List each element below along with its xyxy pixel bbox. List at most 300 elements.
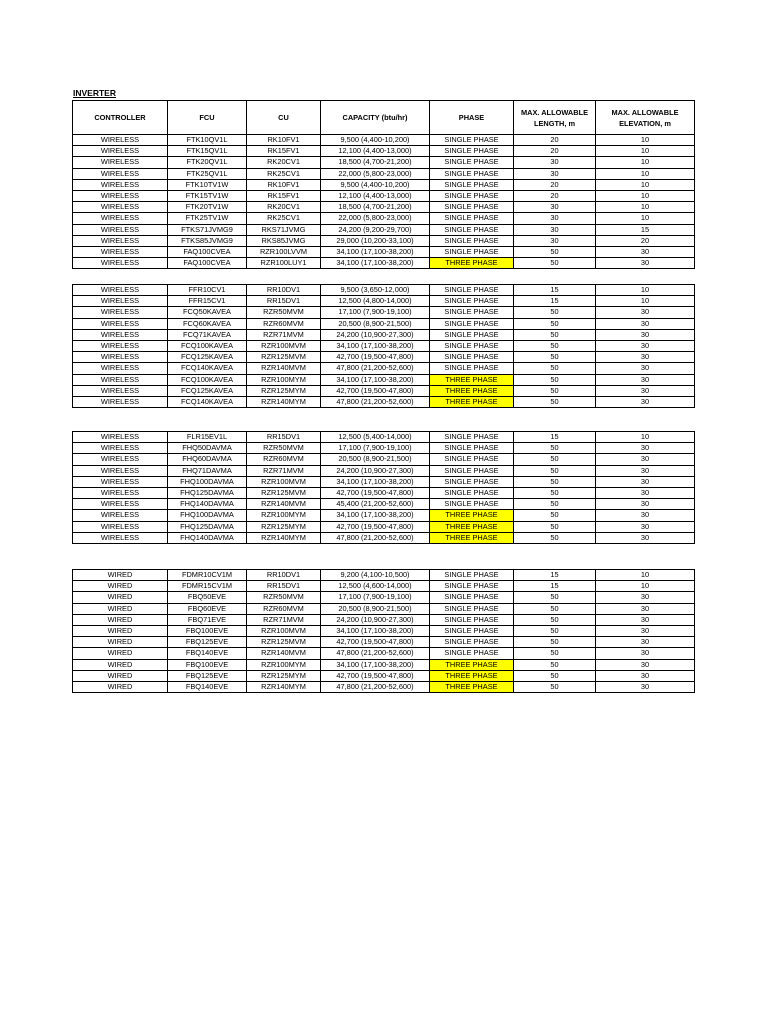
max-length-cell: 30 [514,168,596,179]
max-length-cell: 50 [514,670,596,681]
controller-cell: WIRELESS [73,135,168,146]
table-row [73,659,695,670]
cu-cell: RK20CV1 [247,157,321,168]
cu-cell: RZR50MVM [247,443,321,454]
fcu-cell: FTKS85JVMG9 [168,235,247,246]
capacity-cell: 17,100 (7,900-19,100) [321,443,430,454]
fcu-cell: FCQ100KAVEA [168,374,247,385]
fcu-cell: FBQ140EVE [168,682,247,693]
controller-cell: WIRELESS [73,352,168,363]
fcu-cell: FAQ100CVEA [168,258,247,269]
cu-cell: RZR140MYM [247,397,321,408]
controller-cell: WIRELESS [73,341,168,352]
cu-cell: RZR71MVM [247,614,321,625]
cu-cell: RZR125MVM [247,488,321,499]
cu-cell: RZR71MVM [247,465,321,476]
fcu-cell: FBQ125EVE [168,637,247,648]
fcu-cell: FBQ100EVE [168,659,247,670]
fcu-cell: FCQ125KAVEA [168,352,247,363]
header-fcu: FCU [168,101,247,135]
max-elevation-cell: 30 [596,385,695,396]
fcu-cell: FDMR10CV1M [168,570,247,581]
max-elevation-cell: 30 [596,614,695,625]
max-elevation-cell: 30 [596,307,695,318]
cu-cell: RZR140MYM [247,682,321,693]
header-max-elevation: MAX. ALLOWABLE ELEVATION, m [596,101,695,135]
cu-cell: RZR100MVM [247,476,321,487]
header-cu: CU [247,101,321,135]
phase-cell: THREE PHASE [430,532,514,543]
table-row [73,637,695,648]
controller-cell: WIRELESS [73,521,168,532]
cu-cell: RZR50MVM [247,592,321,603]
capacity-cell: 42,700 (19,500-47,800) [321,521,430,532]
controller-cell: WIRED [73,682,168,693]
max-length-cell: 30 [514,157,596,168]
phase-cell: SINGLE PHASE [430,296,514,307]
fcu-cell: FAQ100CVEA [168,247,247,258]
fcu-cell: FBQ125EVE [168,670,247,681]
table-row [73,432,695,443]
phase-cell: SINGLE PHASE [430,191,514,202]
controller-cell: WIRELESS [73,307,168,318]
max-elevation-cell: 30 [596,499,695,510]
max-length-cell: 50 [514,521,596,532]
fcu-cell: FCQ125KAVEA [168,385,247,396]
cu-cell: RZR100LUY1 [247,258,321,269]
table-row [73,532,695,543]
max-length-cell: 50 [514,510,596,521]
cu-cell: RZR140MVM [247,648,321,659]
phase-cell: SINGLE PHASE [430,235,514,246]
max-length-cell: 30 [514,235,596,246]
phase-cell: THREE PHASE [430,385,514,396]
fcu-cell: FCQ71KAVEA [168,329,247,340]
phase-cell: THREE PHASE [430,397,514,408]
controller-cell: WIRELESS [73,179,168,190]
capacity-cell: 34,100 (17,100-38,200) [321,476,430,487]
capacity-cell: 34,100 (17,100-38,200) [321,626,430,637]
max-elevation-cell: 30 [596,443,695,454]
capacity-cell: 42,700 (19,500-47,800) [321,352,430,363]
max-length-cell: 50 [514,592,596,603]
cu-cell: RZR100MYM [247,374,321,385]
phase-cell: THREE PHASE [430,521,514,532]
max-length-cell: 50 [514,385,596,396]
fcu-cell: FHQ71DAVMA [168,465,247,476]
phase-cell: SINGLE PHASE [430,614,514,625]
max-elevation-cell: 30 [596,363,695,374]
max-length-cell: 50 [514,397,596,408]
max-elevation-cell: 10 [596,570,695,581]
max-length-cell: 50 [514,318,596,329]
cu-cell: RZR125MYM [247,670,321,681]
table-row [73,614,695,625]
capacity-cell: 42,700 (19,500-47,800) [321,488,430,499]
capacity-cell: 29,000 (10,200-33,100) [321,235,430,246]
controller-cell: WIRELESS [73,397,168,408]
controller-cell: WIRELESS [73,202,168,213]
fcu-cell: FCQ140KAVEA [168,363,247,374]
phase-cell: SINGLE PHASE [430,648,514,659]
capacity-cell: 9,500 (3,650-12,000) [321,285,430,296]
capacity-cell: 12,500 (5,400-14,000) [321,432,430,443]
controller-cell: WIRELESS [73,363,168,374]
table-row [73,168,695,179]
capacity-cell: 34,100 (17,100-38,200) [321,341,430,352]
table-row [73,374,695,385]
document-title: INVERTER [73,88,116,98]
controller-cell: WIRELESS [73,499,168,510]
controller-cell: WIRELESS [73,329,168,340]
table-row [73,285,695,296]
max-elevation-cell: 10 [596,179,695,190]
table-row [73,191,695,202]
cu-cell: RR10DV1 [247,570,321,581]
phase-cell: SINGLE PHASE [430,202,514,213]
capacity-cell: 22,000 (5,800-23,000) [321,168,430,179]
capacity-cell: 34,100 (17,100-38,200) [321,659,430,670]
max-length-cell: 50 [514,476,596,487]
controller-cell: WIRELESS [73,454,168,465]
phase-cell: THREE PHASE [430,510,514,521]
table-row [73,570,695,581]
fcu-cell: FBQ71EVE [168,614,247,625]
capacity-cell: 24,200 (10,900-27,300) [321,465,430,476]
fcu-cell: FHQ60DAVMA [168,454,247,465]
max-length-cell: 50 [514,614,596,625]
max-length-cell: 50 [514,363,596,374]
controller-cell: WIRELESS [73,146,168,157]
max-length-cell: 50 [514,307,596,318]
table-row [73,341,695,352]
cu-cell: RZR60MVM [247,318,321,329]
cu-cell: RZR140MYM [247,532,321,543]
cu-cell: RZR100MYM [247,510,321,521]
max-length-cell: 50 [514,247,596,258]
fcu-cell: FTK20TV1W [168,202,247,213]
max-elevation-cell: 20 [596,235,695,246]
fcu-cell: FFR15CV1 [168,296,247,307]
controller-cell: WIRED [73,648,168,659]
table-row [73,581,695,592]
max-length-cell: 50 [514,603,596,614]
max-length-cell: 50 [514,454,596,465]
capacity-cell: 12,100 (4,400-13,000) [321,146,430,157]
controller-cell: WIRELESS [73,247,168,258]
max-elevation-cell: 10 [596,581,695,592]
max-length-cell: 15 [514,432,596,443]
fcu-cell: FCQ100KAVEA [168,341,247,352]
fcu-cell: FHQ125DAVMA [168,521,247,532]
cu-cell: RZR125MYM [247,385,321,396]
max-elevation-cell: 10 [596,168,695,179]
capacity-cell: 34,100 (17,100-38,200) [321,258,430,269]
controller-cell: WIRELESS [73,465,168,476]
cu-cell: RK15FV1 [247,191,321,202]
max-length-cell: 50 [514,499,596,510]
controller-cell: WIRED [73,614,168,625]
table-row [73,307,695,318]
table-row [73,258,695,269]
fcu-cell: FTK20QV1L [168,157,247,168]
controller-cell: WIRELESS [73,258,168,269]
controller-cell: WIRELESS [73,168,168,179]
capacity-cell: 17,100 (7,900-19,100) [321,592,430,603]
max-length-cell: 50 [514,443,596,454]
controller-cell: WIRED [73,659,168,670]
cu-cell: RZR125MVM [247,637,321,648]
table-row [73,179,695,190]
table-row [73,329,695,340]
header-controller: CONTROLLER [73,101,168,135]
cu-cell: RZR60MVM [247,454,321,465]
controller-cell: WIRELESS [73,476,168,487]
phase-cell: SINGLE PHASE [430,476,514,487]
table-row [73,296,695,307]
phase-cell: SINGLE PHASE [430,318,514,329]
table-row [73,499,695,510]
max-elevation-cell: 30 [596,341,695,352]
controller-cell: WIRED [73,626,168,637]
controller-cell: WIRELESS [73,213,168,224]
max-elevation-cell: 30 [596,637,695,648]
max-length-cell: 20 [514,135,596,146]
controller-cell: WIRED [73,581,168,592]
table-row [73,397,695,408]
controller-cell: WIRELESS [73,432,168,443]
fcu-cell: FTK10TV1W [168,179,247,190]
controller-cell: WIRELESS [73,285,168,296]
controller-cell: WIRELESS [73,488,168,499]
cu-cell: RKS71JVMG [247,224,321,235]
capacity-cell: 24,200 (10,900-27,300) [321,614,430,625]
phase-cell: SINGLE PHASE [430,570,514,581]
phase-cell: THREE PHASE [430,374,514,385]
max-length-cell: 50 [514,532,596,543]
max-length-cell: 50 [514,465,596,476]
table-row [73,682,695,693]
cu-cell: RZR50MVM [247,307,321,318]
max-elevation-cell: 30 [596,329,695,340]
fcu-cell: FTK15QV1L [168,146,247,157]
table-row [73,363,695,374]
controller-cell: WIRELESS [73,235,168,246]
fcu-cell: FLR15EV1L [168,432,247,443]
max-length-cell: 30 [514,202,596,213]
max-length-cell: 50 [514,626,596,637]
max-elevation-cell: 30 [596,510,695,521]
phase-cell: SINGLE PHASE [430,432,514,443]
cu-cell: RK10FV1 [247,179,321,190]
table-row [73,510,695,521]
header-phase: PHASE [430,101,514,135]
max-length-cell: 50 [514,637,596,648]
controller-cell: WIRELESS [73,318,168,329]
max-elevation-cell: 10 [596,157,695,168]
header-max-length: MAX. ALLOWABLE LENGTH, m [514,101,596,135]
phase-cell: SINGLE PHASE [430,363,514,374]
table-row [73,318,695,329]
cu-cell: RZR100MYM [247,659,321,670]
capacity-cell: 22,000 (5,800-23,000) [321,213,430,224]
capacity-cell: 42,700 (19,500-47,800) [321,385,430,396]
max-elevation-cell: 10 [596,191,695,202]
capacity-cell: 18,500 (4,700-21,200) [321,157,430,168]
controller-cell: WIRELESS [73,224,168,235]
max-elevation-cell: 30 [596,670,695,681]
table-row [73,135,695,146]
max-elevation-cell: 30 [596,603,695,614]
capacity-cell: 34,100 (17,100-38,200) [321,374,430,385]
controller-cell: WIRED [73,603,168,614]
max-elevation-cell: 15 [596,224,695,235]
max-length-cell: 20 [514,191,596,202]
table-header-row [73,101,695,135]
phase-cell: SINGLE PHASE [430,213,514,224]
cu-cell: RR15DV1 [247,432,321,443]
phase-cell: SINGLE PHASE [430,488,514,499]
max-elevation-cell: 30 [596,488,695,499]
max-elevation-cell: 10 [596,135,695,146]
controller-cell: WIRELESS [73,510,168,521]
max-length-cell: 50 [514,682,596,693]
controller-cell: WIRELESS [73,296,168,307]
capacity-cell: 20,500 (8,900-21,500) [321,318,430,329]
table-row [73,476,695,487]
controller-cell: WIRELESS [73,443,168,454]
table-row [73,626,695,637]
table-row [73,202,695,213]
max-elevation-cell: 30 [596,476,695,487]
table-row [73,521,695,532]
phase-cell: SINGLE PHASE [430,454,514,465]
fcu-cell: FHQ100DAVMA [168,476,247,487]
capacity-cell: 47,800 (21,200-52,600) [321,648,430,659]
max-elevation-cell: 30 [596,532,695,543]
table-row [73,488,695,499]
phase-cell: SINGLE PHASE [430,157,514,168]
cu-cell: RZR100LVVM [247,247,321,258]
table-row [73,352,695,363]
cu-cell: RK10FV1 [247,135,321,146]
table-row [73,465,695,476]
fcu-cell: FTKS71JVMG9 [168,224,247,235]
fcu-cell: FCQ140KAVEA [168,397,247,408]
table-row [73,247,695,258]
table-row [73,213,695,224]
cu-cell: RZR100MVM [247,626,321,637]
inverter-table-3 [72,431,695,544]
cu-cell: RK25CV1 [247,168,321,179]
max-length-cell: 20 [514,146,596,157]
max-length-cell: 30 [514,213,596,224]
cu-cell: RZR125MVM [247,352,321,363]
table-row [73,385,695,396]
max-length-cell: 20 [514,179,596,190]
phase-cell: SINGLE PHASE [430,626,514,637]
max-length-cell: 15 [514,570,596,581]
capacity-cell: 12,100 (4,400-13,000) [321,191,430,202]
cu-cell: RR15DV1 [247,296,321,307]
cu-cell: RR10DV1 [247,285,321,296]
max-length-cell: 15 [514,296,596,307]
max-elevation-cell: 30 [596,648,695,659]
phase-cell: SINGLE PHASE [430,285,514,296]
cu-cell: RZR140MVM [247,499,321,510]
fcu-cell: FBQ60EVE [168,603,247,614]
max-elevation-cell: 30 [596,318,695,329]
phase-cell: SINGLE PHASE [430,224,514,235]
max-elevation-cell: 30 [596,626,695,637]
phase-cell: THREE PHASE [430,682,514,693]
cu-cell: RZR60MVM [247,603,321,614]
phase-cell: SINGLE PHASE [430,135,514,146]
inverter-table-4 [72,569,695,693]
controller-cell: WIRELESS [73,157,168,168]
capacity-cell: 12,500 (4,600-14,000) [321,581,430,592]
cu-cell: RZR125MYM [247,521,321,532]
capacity-cell: 45,400 (21,200-52,600) [321,499,430,510]
phase-cell: SINGLE PHASE [430,247,514,258]
capacity-cell: 47,800 (21,200-52,600) [321,532,430,543]
cu-cell: RKS85JVMG [247,235,321,246]
controller-cell: WIRELESS [73,374,168,385]
controller-cell: WIRED [73,670,168,681]
table-row [73,603,695,614]
inverter-table-1 [72,100,695,269]
capacity-cell: 42,700 (19,500-47,800) [321,670,430,681]
cu-cell: RZR140MVM [247,363,321,374]
table-row [73,592,695,603]
fcu-cell: FHQ125DAVMA [168,488,247,499]
max-length-cell: 50 [514,258,596,269]
max-elevation-cell: 10 [596,213,695,224]
header-capacity: CAPACITY (btu/hr) [321,101,430,135]
fcu-cell: FHQ140DAVMA [168,499,247,510]
max-elevation-cell: 30 [596,521,695,532]
capacity-cell: 24,200 (10,900-27,300) [321,329,430,340]
table-row [73,454,695,465]
max-length-cell: 50 [514,659,596,670]
controller-cell: WIRELESS [73,385,168,396]
capacity-cell: 34,100 (17,100-38,200) [321,247,430,258]
max-elevation-cell: 10 [596,296,695,307]
phase-cell: SINGLE PHASE [430,307,514,318]
capacity-cell: 18,500 (4,700-21,200) [321,202,430,213]
phase-cell: THREE PHASE [430,670,514,681]
cu-cell: RR15DV1 [247,581,321,592]
max-elevation-cell: 30 [596,247,695,258]
fcu-cell: FBQ100EVE [168,626,247,637]
capacity-cell: 9,500 (4,400-10,200) [321,179,430,190]
fcu-cell: FDMR15CV1M [168,581,247,592]
table-row [73,235,695,246]
cu-cell: RK20CV1 [247,202,321,213]
phase-cell: SINGLE PHASE [430,329,514,340]
fcu-cell: FHQ100DAVMA [168,510,247,521]
phase-cell: SINGLE PHASE [430,637,514,648]
max-length-cell: 15 [514,581,596,592]
table-row [73,648,695,659]
table-row [73,224,695,235]
controller-cell: WIRED [73,637,168,648]
controller-cell: WIRED [73,570,168,581]
fcu-cell: FTK25TV1W [168,213,247,224]
table-row [73,443,695,454]
max-elevation-cell: 30 [596,682,695,693]
fcu-cell: FCQ60KAVEA [168,318,247,329]
